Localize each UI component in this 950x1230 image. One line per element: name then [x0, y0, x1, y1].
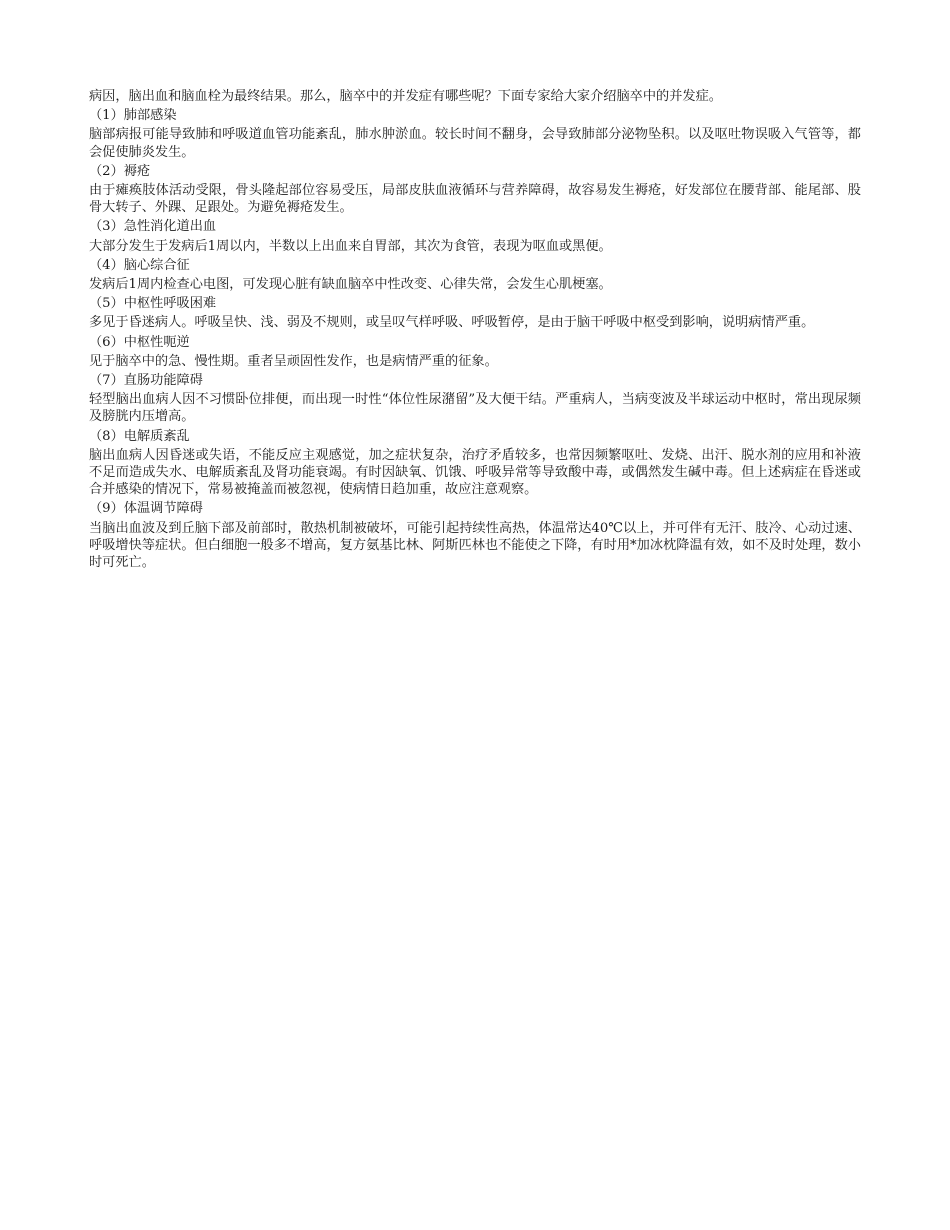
document-page	[89, 88, 861, 571]
section-rectal-function	[89, 372, 861, 426]
section-gi-bleeding	[89, 218, 861, 254]
section-body: 脑部病报可能导致肺和呼吸道血管功能紊乱，肺水肿淤血。较长时间不翻身，会导致肺部分泌物坠积。以及呕吐物误吸入气管等，都会促使肺炎发生。	[89, 127, 861, 160]
section-bedsore	[89, 163, 861, 217]
section-electrolyte	[89, 428, 861, 499]
section-body: 当脑出血波及到丘脑下部及前部时，散热机制被破坏，可能引起持续性高热，体温常达40℃以上，并可伴有无汗、肢冷、心动过速、呼吸增快等症状。但白细胞一般多不增高，复方氨基比林、阿斯匹林也不能使之下降，有时用*加冰枕降温有效，如不及时处理，数小时可死亡。	[89, 520, 861, 571]
section-central-breathing	[89, 295, 861, 331]
section-body: 发病后1周内检查心电图，可发现心脏有缺血脑卒中性改变、心律失常，会发生心肌梗塞。	[89, 277, 612, 293]
section-heading: （8）电解质紊乱	[89, 428, 190, 444]
section-body: 见于脑卒中的急、慢性期。重者呈顽固性发作，也是病情严重的征象。	[89, 353, 498, 369]
section-brain-heart	[89, 257, 861, 293]
section-heading: （5）中枢性呼吸困难	[89, 296, 217, 312]
section-heading: （4）脑心综合征	[89, 257, 190, 273]
section-heading: （2）褥疮	[89, 163, 151, 179]
section-temperature	[89, 500, 861, 571]
section-body: 由于瘫痪肢体活动受限，骨头隆起部位容易受压，局部皮肤血液循环与营养障碍，故容易发生褥疮，好发部位在腰背部、能尾部、股骨大转子、外踝、足跟处。为避免褥疮发生。	[89, 183, 861, 216]
section-heading: （6）中枢性呃逆	[89, 334, 190, 350]
section-body: 脑出血病人因昏迷或失语，不能反应主观感觉，加之症状复杂，治疗矛盾较多，也常因频繁呕吐、发烧、出汗、脱水剂的应用和补液不足而造成失水、电解质紊乱及肾功能衰竭。有时因缺氧、饥饿、呼吸异常等导致酸中毒，或偶然发生碱中毒。但上述病症在昏迷或合并感染的情况下，常易被掩盖而被忽视，使病情日趋加重，故应注意观察。	[89, 447, 861, 498]
section-body: 多见于昏迷病人。呼吸呈快、浅、弱及不规则，或呈叹气样呼吸、呼吸暂停，是由于脑干呼吸中枢受到影响，说明病情严重。	[89, 315, 815, 331]
section-heading: （1）肺部感染	[89, 108, 177, 124]
section-body: 大部分发生于发病后1周以内，半数以上出血来自胃部，其次为食管，表现为呕血或黑便。	[89, 238, 612, 254]
section-lung-infection	[89, 107, 861, 161]
section-heading: （3）急性消化道出血	[89, 219, 217, 235]
section-heading: （7）直肠功能障碍	[89, 373, 203, 389]
section-central-hiccup	[89, 334, 861, 370]
intro-paragraph: 病因，脑出血和脑血栓为最终结果。那么，脑卒中的并发症有哪些呢？下面专家给大家介绍脑卒中的并发症。	[89, 89, 722, 104]
section-heading: （9）体温调节障碍	[89, 501, 203, 517]
section-body: 轻型脑出血病人因不习惯卧位排便，而出现一时性“体位性尿潴留”及大便干结。严重病人，当病变波及半球运动中枢时，常出现尿频及膀胱内压增高。	[89, 392, 861, 425]
